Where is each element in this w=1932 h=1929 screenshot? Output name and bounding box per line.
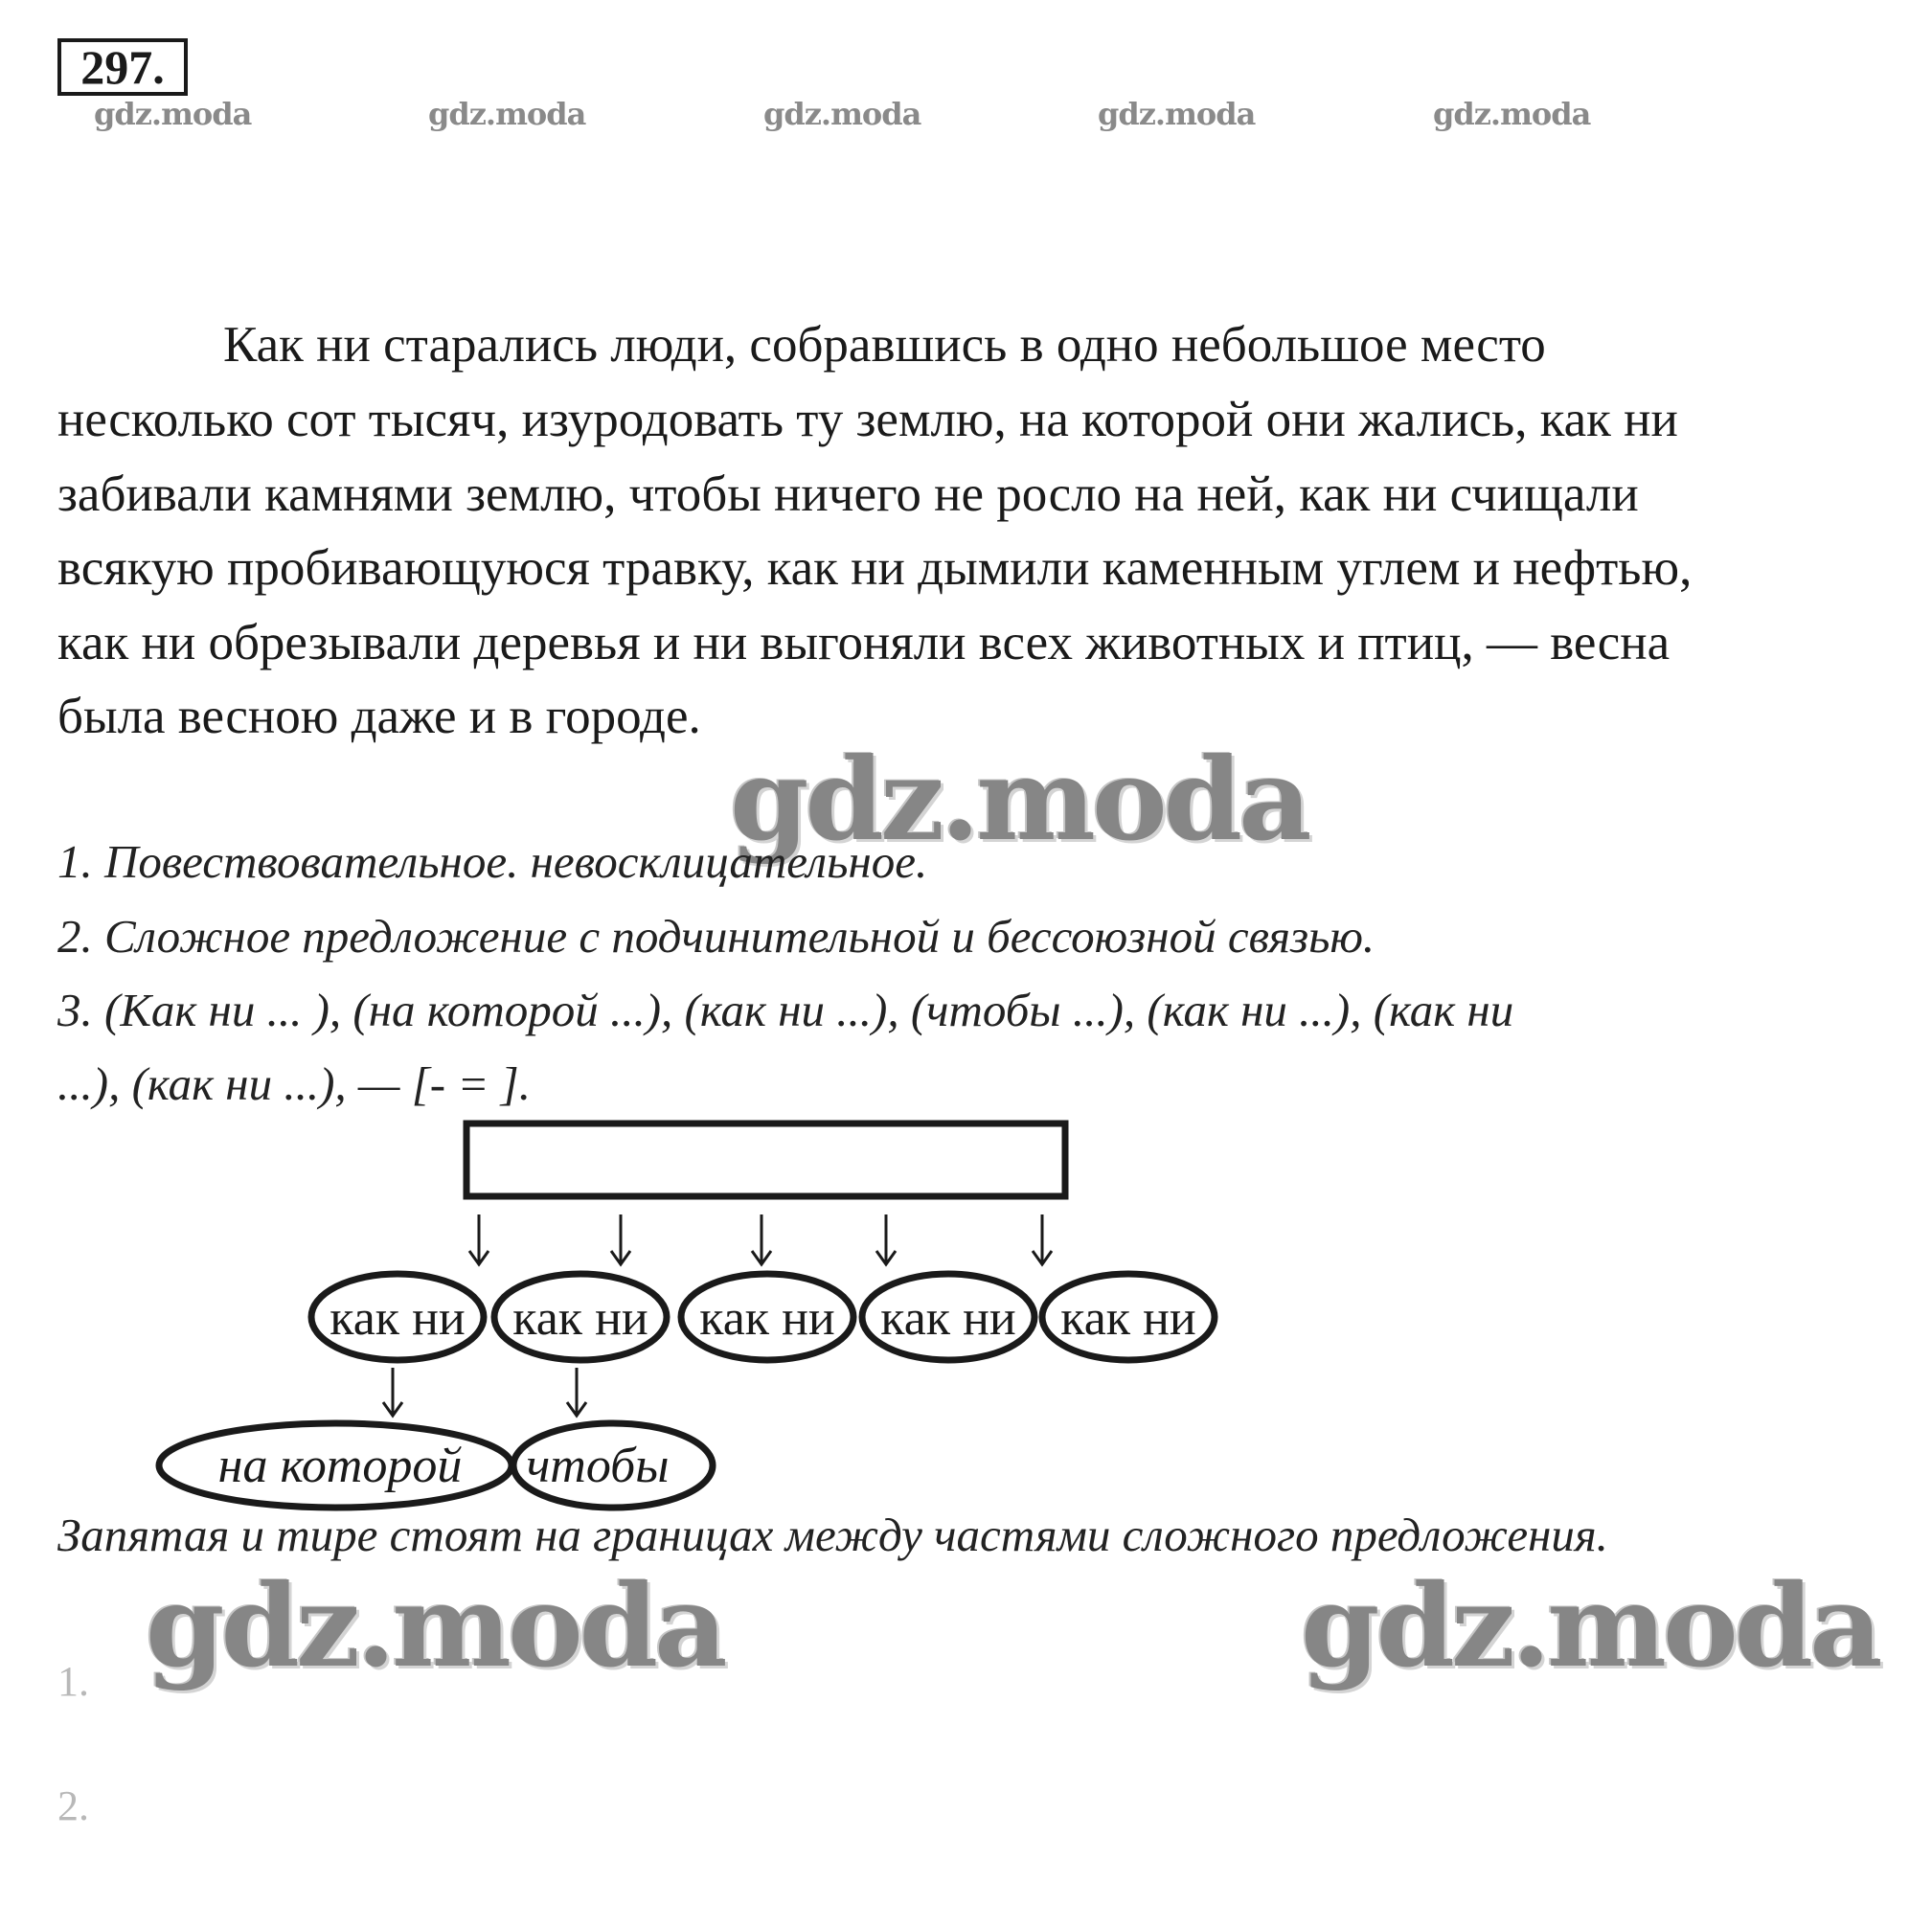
passage-line: забивали камнями землю, чтобы ничего не росло на ней, как ни счищали	[57, 466, 1639, 522]
passage-line: была весною даже и в городе.	[57, 689, 701, 744]
oval-label: чтобы	[526, 1439, 670, 1493]
main-clause-box	[466, 1123, 1065, 1196]
footer-number: 2.	[57, 1782, 89, 1829]
watermark-small: gdz.moda	[1098, 96, 1256, 132]
arrows-level1	[469, 1214, 1052, 1264]
watermark-small: gdz.moda	[428, 96, 586, 132]
watermark-large: gdz.moda	[1301, 1559, 1879, 1692]
arrows-level2	[383, 1368, 586, 1416]
oval-label: как ни	[699, 1291, 835, 1346]
passage-line: всякую пробивающуюся травку, как ни дымили каменным углем и нефтью,	[57, 540, 1693, 596]
analysis-line-3-cont: ...), (как ни ...), — [- = ].	[57, 1057, 531, 1110]
passage-line: Как ни старались люди, собравшись в одно небольшое место	[223, 317, 1546, 373]
oval-label: как ни	[512, 1291, 648, 1346]
analysis-line-2: 2. Сложное предложение с подчинительной и бессоюзной связью.	[57, 910, 1375, 963]
watermark-small: gdz.moda	[94, 96, 252, 132]
watermark-small: gdz.moda	[1433, 96, 1591, 132]
analysis-line-3: 3. (Как ни ... ), (на которой ...), (как ни ...), (чтобы ...), (как ни ...), (как ни	[57, 984, 1514, 1036]
watermark-small: gdz.moda	[763, 96, 921, 132]
oval-label: как ни	[330, 1291, 466, 1346]
passage-line: как ни обрезывали деревья и ни выгоняли всех животных и птиц, — весна	[57, 615, 1671, 670]
conclusion: Запятая и тире стоят на границах между частями сложного предложения.	[57, 1509, 1608, 1561]
watermark-large: gdz.moda	[146, 1559, 724, 1692]
oval-label: на которой	[217, 1439, 463, 1493]
passage-line: несколько сот тысяч, изуродовать ту землю, на которой они жались, как ни	[57, 392, 1678, 447]
footer-number: 1.	[57, 1658, 89, 1705]
oval-label: как ни	[880, 1291, 1016, 1346]
oval-label: как ни	[1060, 1291, 1196, 1346]
analysis-line-1: 1. Повествовательное. невосклицательное.	[57, 835, 928, 888]
watermark-large: gdz.moda	[730, 733, 1308, 866]
exercise-number: 297.	[57, 38, 188, 96]
